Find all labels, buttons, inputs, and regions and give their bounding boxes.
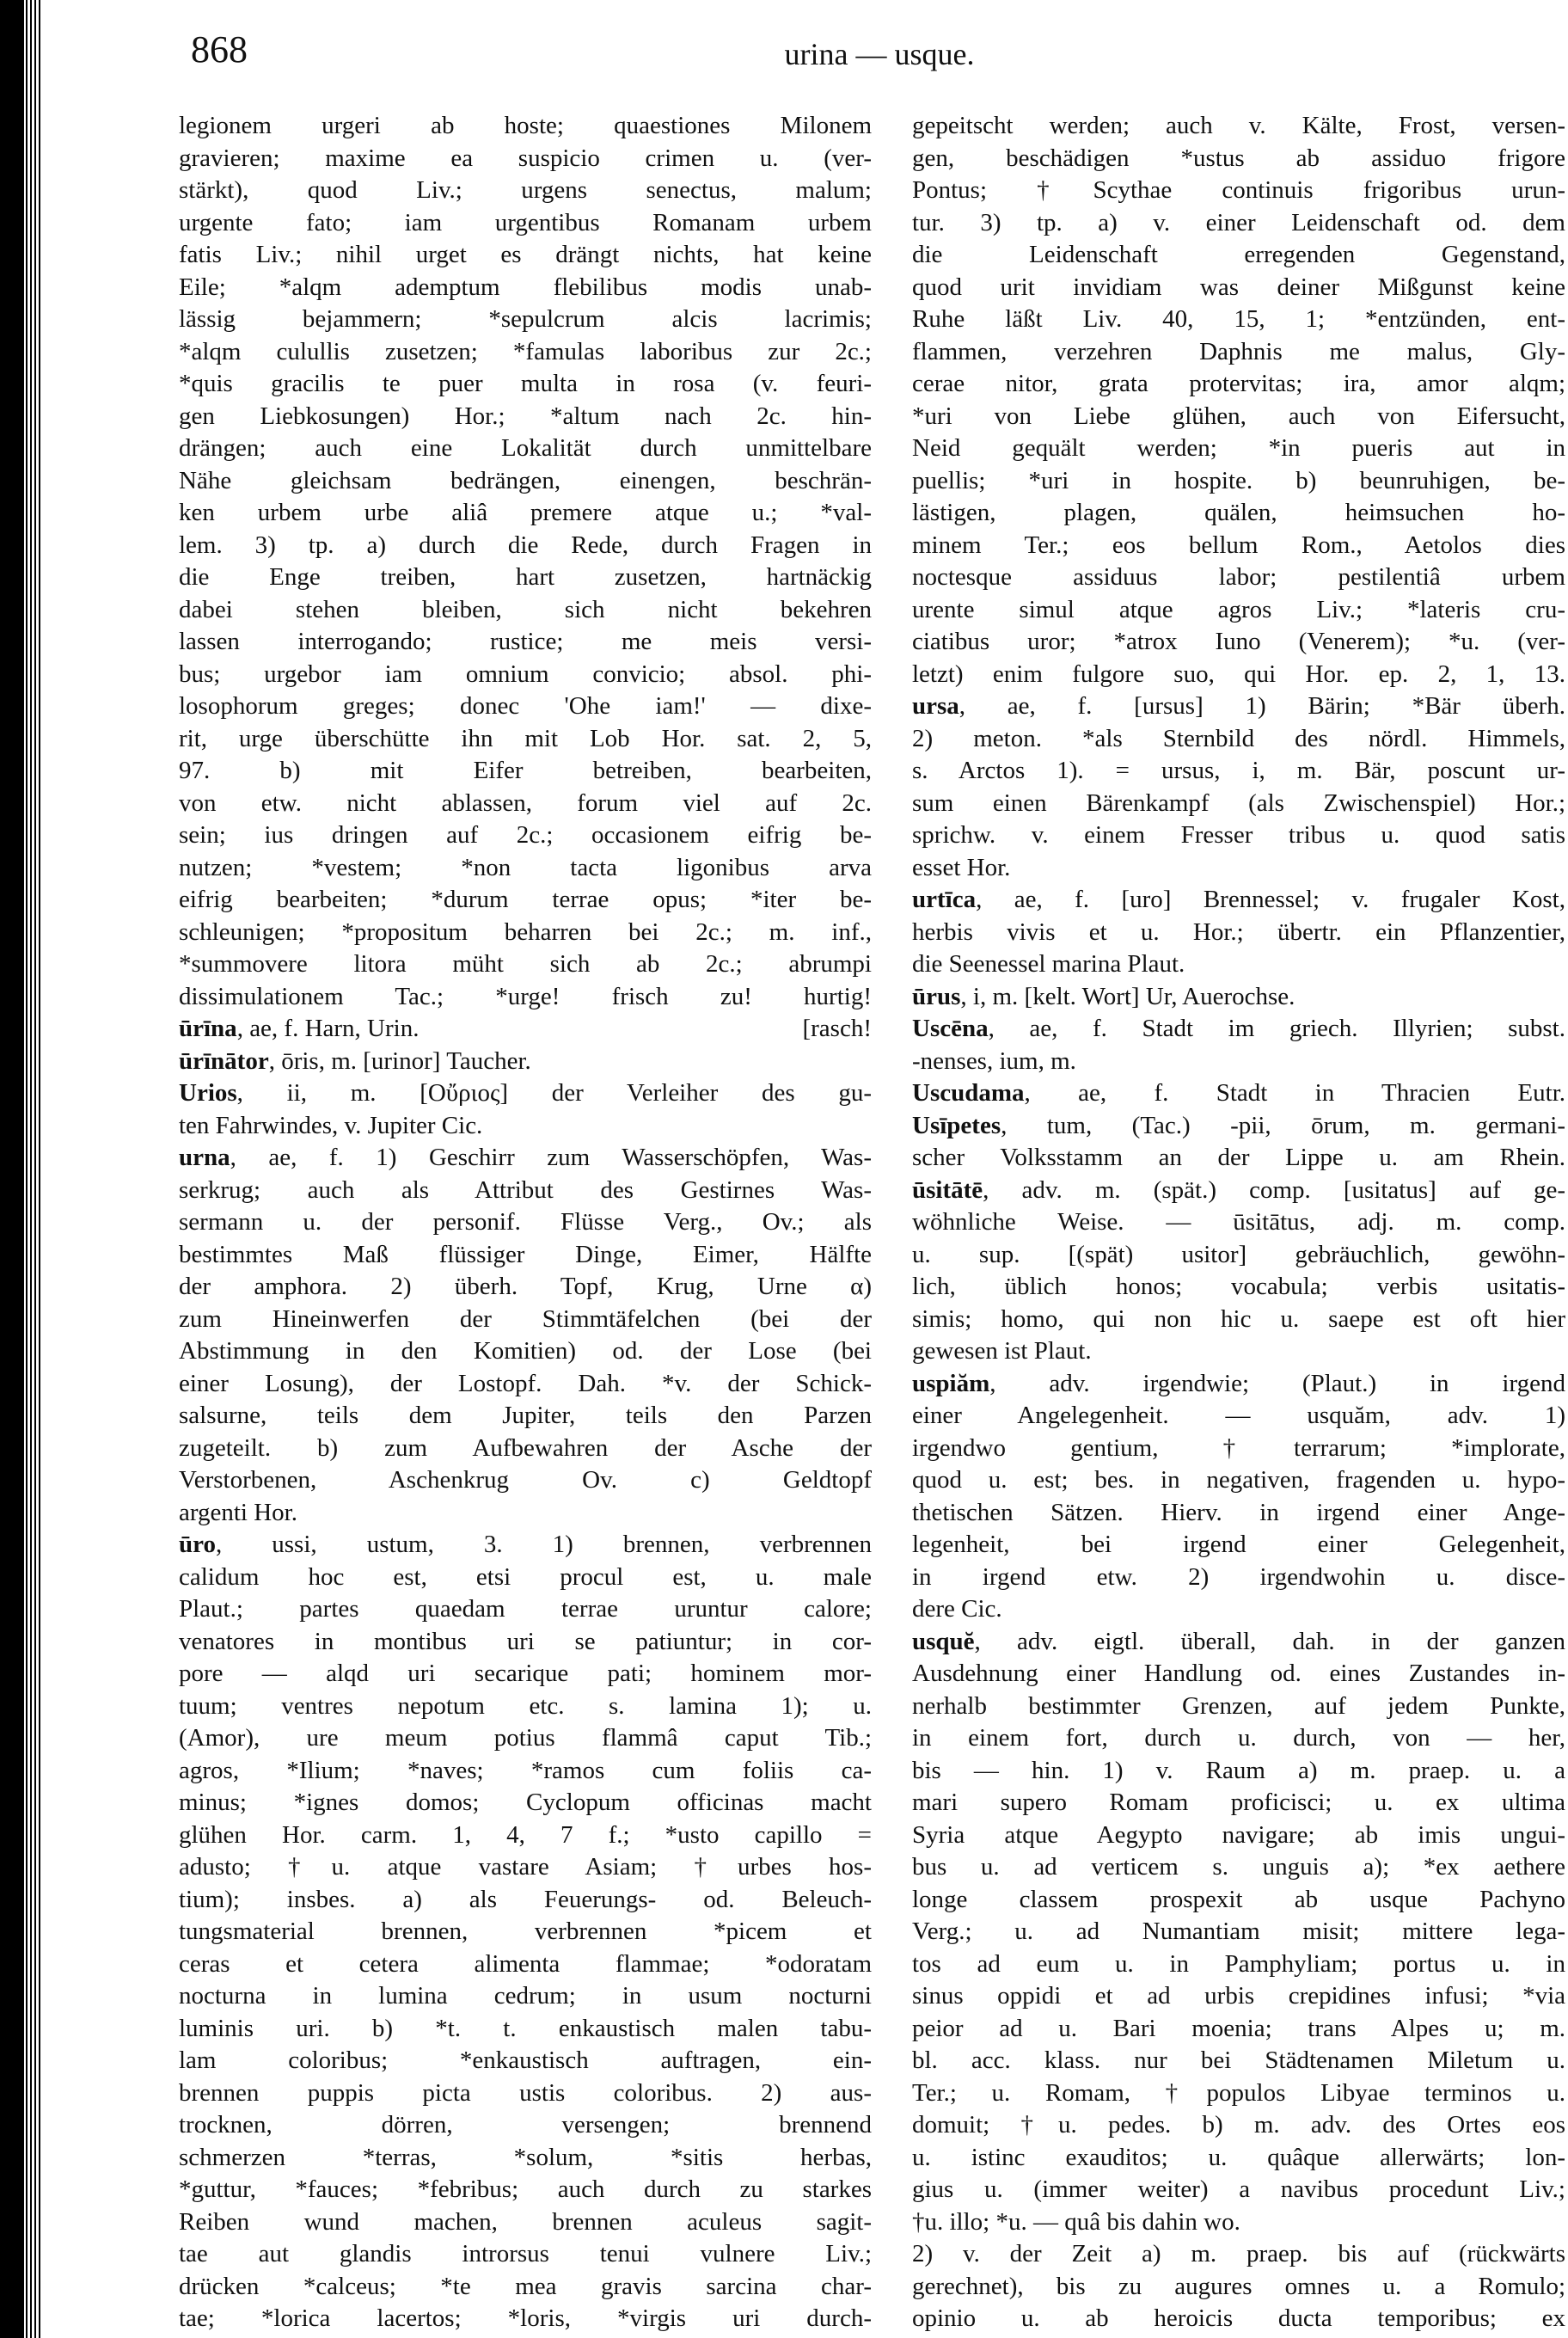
text-line: sein; ius dringen auf 2c.; occasionem eifrig be-	[179, 821, 872, 849]
text-line: agros, *Ilium; *naves; *ramos cum foliis ca-	[179, 1756, 872, 1784]
text-line: die Seenessel marina Plaut.	[912, 950, 1185, 978]
text-line: *summovere litora müht sich ab 2c.; abrumpi	[179, 950, 872, 978]
text-line: lam coloribus; *enkaustisch auftragen, ein-	[179, 2047, 872, 2074]
text-line: noctesque assiduus labor; pestilentiâ urbem	[912, 563, 1565, 591]
text-line: sprichw. v. einem Fresser tribus u. quod satis	[912, 821, 1565, 849]
text-line: calidum hoc est, etsi procul est, u. male	[179, 1562, 872, 1591]
entry-line	[912, 1013, 1565, 1046]
text-line: tuum; ventres nepotum etc. s. lamina 1); u.	[179, 1691, 872, 1720]
entry-line	[179, 1077, 872, 1110]
text-line: sermann u. der personif. Flüsse Verg., Ov.; als	[179, 1208, 872, 1236]
entry-line	[912, 1110, 1565, 1143]
entry-text: , adv. eigtl. überall, dah. in der ganzen	[974, 1627, 1565, 1655]
headword: usquĕ	[912, 1627, 975, 1655]
headword: ūrus	[912, 982, 961, 1010]
headword: Urios	[179, 1079, 237, 1107]
text-line: tae aut glandis introrsus tenui vulnere Liv.;	[179, 2240, 872, 2267]
entry-line	[179, 1013, 872, 1046]
headword: ūro	[179, 1531, 216, 1558]
text-line: gius u. (immer weiter) a navibus procedunt Liv.;	[912, 2175, 1565, 2203]
text-line: zugeteilt. b) zum Aufbewahren der Asche der	[179, 1433, 872, 1462]
line-tail: [rasch!	[802, 1015, 872, 1042]
headword: urna	[179, 1144, 230, 1171]
text-line: (Amor), ure meum potius flammâ caput Tib.;	[179, 1724, 872, 1752]
text-line: drängen; auch eine Lokalität durch unmittelbare	[179, 434, 872, 462]
text-line: s. Arctos 1). = ursus, i, m. Bär, poscunt ur-	[912, 757, 1565, 784]
text-line: †u. illo; *u. — quâ bis dahin wo.	[912, 2207, 1240, 2236]
text-line: *quis gracilis te puer multa in rosa (v. feuri-	[179, 370, 872, 397]
entry-line	[179, 1142, 872, 1175]
text-line: tos ad eum u. in Pamphyliam; portus u. in	[912, 1949, 1565, 1978]
entry-line	[912, 1368, 1565, 1401]
text-line: Eile; *alqm ademptum flebilibus modis unab-	[179, 273, 872, 301]
text-line: luminis uri. b) *t. t. enkaustisch malen tabu-	[179, 2014, 872, 2042]
text-line: serkrug; auch als Attribut des Gestirnes Was-	[179, 1175, 872, 1204]
text-line: cerae nitor, grata protervitas; ira, amor alqm;	[912, 370, 1565, 397]
text-line: gen Liebkosungen) Hor.; *altum nach 2c. hin-	[179, 402, 872, 430]
text-line: bis — hin. 1) v. Raum a) m. praep. u. a	[912, 1756, 1565, 1784]
headword: urtīca	[912, 886, 977, 913]
text-line: gerechnet), bis zu augures omnes u. a Romulo;	[912, 2272, 1565, 2300]
text-line: gewesen ist Plaut.	[912, 1337, 1092, 1365]
text-line: drücken *calceus; *te mea gravis sarcina char-	[179, 2272, 872, 2300]
headword: uspiăm	[912, 1369, 990, 1397]
text-line: herbis vivis et u. Hor.; übertr. ein Pflanzentier,	[912, 917, 1565, 946]
text-line: Syria atque Aegypto navigare; ab imis ungui-	[912, 1820, 1565, 1849]
text-line: *alqm culullis zusetzen; *famulas laboribus zur 2c.;	[179, 337, 872, 365]
left-column	[179, 110, 872, 2335]
text-line: dere Cic.	[912, 1595, 1002, 1623]
text-line: einer Angelegenheit. — usquăm, adv. 1)	[912, 1402, 1565, 1429]
text-line: ten Fahrwindes, v. Jupiter Cic.	[179, 1111, 483, 1139]
text-line: dissimulationem Tac.; *urge! frisch zu! hurtig!	[179, 982, 872, 1010]
running-head: urina — usque.	[784, 37, 975, 71]
headword: ūrīnātor	[179, 1046, 269, 1075]
text-line: bus; urgebor iam omnium convicio; absol. phi-	[179, 660, 872, 688]
text-line: sinus oppidi et ad urbis crepidines infusi; *via	[912, 1982, 1565, 2010]
text-line: bestimmtes Maß flüssiger Dinge, Eimer, Hälfte	[179, 1240, 872, 1268]
text-line: in einem fort, durch u. durch, von — her,	[912, 1724, 1565, 1752]
text-line: u. istinc exauditos; u. quâque allerwärts; lon-	[912, 2143, 1565, 2171]
text-line: in irgend etw. 2) irgendwohin u. disce-	[912, 1562, 1565, 1591]
text-line: minus; *ignes domos; Cyclopum officinas macht	[179, 1789, 872, 1816]
text-line: trocknen, dörren, versengen; brennend	[179, 2111, 872, 2139]
text-line: eifrig bearbeiten; *durum terrae opus; *iter be-	[179, 886, 872, 913]
text-line: die Leidenschaft erregenden Gegenstand,	[912, 241, 1565, 268]
page-number: 868	[191, 28, 248, 71]
headword: ūrīna	[179, 1015, 237, 1042]
text-line: von etw. nicht ablassen, forum viel auf 2c.	[179, 789, 872, 817]
text-line: opinio u. ab heroicis ducta temporibus; ex	[912, 2304, 1565, 2332]
text-line: stärkt), quod Liv.; urgens senectus, malum;	[179, 176, 872, 204]
text-line: simis; homo, qui non hic u. saepe est oft hier	[912, 1304, 1565, 1333]
entry-text: , ae, f. Stadt im griech. Illyrien; subst.	[988, 1015, 1565, 1042]
text-line: die Enge treiben, hart zusetzen, hartnäckig	[179, 563, 872, 591]
text-line: tium); insbes. a) als Feuerungs- od. Beleuch-	[179, 1885, 872, 1913]
text-line: legionem urgeri ab hoste; quaestiones Milonem	[179, 112, 872, 139]
text-line: Neid gequält werden; *in pueris aut in	[912, 434, 1565, 462]
text-line: quod u. est; bes. in negativen, fragenden u. hypo-	[912, 1466, 1565, 1494]
text-line: lästigen, plagen, quälen, heimsuchen ho-	[912, 499, 1565, 526]
text-line: quod urit invidiam was deiner Mißgunst keine	[912, 273, 1565, 301]
text-line: venatores in montibus uri se patiuntur; in cor-	[179, 1627, 872, 1655]
entry-text: , ussi, ustum, 3. 1) brennen, verbrennen	[215, 1531, 872, 1558]
text-line: brennen puppis picta ustis coloribus. 2) aus-	[179, 2078, 872, 2107]
text-line: scher Volksstamm an der Lippe u. am Rhein.	[912, 1144, 1565, 1171]
entry-text: , ōris, m. [urinor] Taucher.	[268, 1046, 531, 1075]
headword: ūsitātē	[912, 1175, 983, 1204]
text-line: Verstorbenen, Aschenkrug Ov. c) Geldtopf	[179, 1466, 872, 1494]
text-line: tae; *lorica lacertos; *loris, *virgis uri durch-	[179, 2304, 872, 2332]
text-line: mari supero Romam proficisci; u. ex ultima	[912, 1789, 1565, 1816]
right-column	[912, 110, 1565, 2335]
text-line: adusto; †u. atque vastare Asiam; †urbes hos-	[179, 1853, 872, 1881]
entry-line	[912, 1077, 1565, 1110]
text-line: argenti Hor.	[179, 1498, 297, 1526]
book-binding-edge	[0, 0, 24, 2338]
text-line: bl. acc. klass. nur bei Städtenamen Miletum u.	[912, 2047, 1565, 2074]
entry-text: , i, m. [kelt. Wort] Ur, Auerochse.	[960, 982, 1295, 1010]
text-line: sum einen Bärenkampf (als Zwischenspiel) Hor.;	[912, 789, 1565, 817]
text-line: dabei stehen bleiben, sich nicht bekehren	[179, 595, 872, 623]
text-line: legenheit, bei irgend einer Gelegenheit,	[912, 1531, 1565, 1558]
text-line: salsurne, teils dem Jupiter, teils den Parzen	[179, 1402, 872, 1429]
text-line: Abstimmung in den Komitien) od. der Lose (bei	[179, 1337, 872, 1365]
text-line: schleunigen; *propositum beharren bei 2c.; m. inf.,	[179, 917, 872, 946]
text-line: puellis; *uri in hospite. b) beunruhigen, be-	[912, 466, 1565, 494]
text-line: pore — alqd uri secarique pati; hominem mor-	[179, 1660, 872, 1687]
text-line: lem. 3) tp. a) durch die Rede, durch Fragen in	[179, 531, 872, 559]
text-line: tungsmaterial brennen, verbrennen *picem et	[179, 1918, 872, 1945]
text-line: einer Losung), der Lostopf. Dah. *v. der Schick-	[179, 1369, 872, 1397]
text-line: der amphora. 2) überh. Topf, Krug, Urne α)	[179, 1273, 872, 1300]
headword: Usīpetes	[912, 1111, 1001, 1139]
text-line: Verg.; u. ad Numantiam misit; mittere lega-	[912, 1918, 1565, 1945]
entry-line	[912, 884, 1565, 917]
entry-line	[912, 1175, 1565, 1207]
entry-line	[179, 1046, 872, 1078]
text-line: esset Hor.	[912, 853, 1011, 881]
entry-text: , ii, m. [Οὔριος] der Verleiher des gu-	[236, 1079, 872, 1107]
text-line: Nähe gleichsam bedrängen, einengen, beschrän-	[179, 466, 872, 494]
text-line: Pontus; †Scythae continuis frigoribus urun-	[912, 176, 1565, 204]
text-line: Reiben wund machen, brennen aculeus sagit-	[179, 2207, 872, 2236]
entry-text: , ae, f. [ursus] 1) Bärin; *Bär überh.	[959, 692, 1565, 720]
text-line: 97. b) mit Eifer betreiben, bearbeiten,	[179, 757, 872, 784]
entry-line	[912, 1626, 1565, 1659]
text-line: longe classem prospexit ab usque Pachyno	[912, 1885, 1565, 1913]
text-line: gen, beschädigen *ustus ab assiduo frigore	[912, 144, 1565, 172]
text-line: Ter.; u. Romam, †populos Libyae terminos u.	[912, 2078, 1565, 2107]
text-line: lässig bejammern; *sepulcrum alcis lacrimis;	[179, 305, 872, 333]
entry-text: , ae, f. 1) Geschirr zum Wasserschöpfen, Was-	[230, 1144, 872, 1171]
text-line: ceras et cetera alimenta flammae; *odoratam	[179, 1949, 872, 1978]
text-line: flammen, verzehren Daphnis me malus, Gly-	[912, 337, 1565, 365]
text-line: nutzen; *vestem; *non tacta ligonibus arva	[179, 853, 872, 881]
headword: Uscēna	[912, 1015, 989, 1042]
headword: ursa	[912, 692, 959, 720]
entry-line	[912, 690, 1565, 723]
text-line: glühen Hor. carm. 1, 4, 7 f.; *usto capillo =	[179, 1820, 872, 1849]
text-line: letzt) enim fulgore suo, qui Hor. ep. 2, 1, 13.	[912, 660, 1565, 688]
entry-text: , adv. irgendwie; (Plaut.) in irgend	[989, 1369, 1565, 1397]
text-line: nocturna in lumina cedrum; in usum nocturni	[179, 1982, 872, 2010]
text-line: wöhnliche Weise. — ūsitātus, adj. m. comp.	[912, 1208, 1565, 1236]
text-line: schmerzen *terras, *solum, *sitis herbas,	[179, 2143, 872, 2171]
text-line: losophorum greges; donec 'Ohe iam!' — dixe-	[179, 692, 872, 720]
text-line: tur. 3) tp. a) v. einer Leidenschaft od. dem	[912, 208, 1565, 236]
headword: Uscudama	[912, 1079, 1025, 1107]
text-line: *guttur, *fauces; *febribus; auch durch zu starkes	[179, 2175, 872, 2203]
text-line: 2) v. der Zeit a) m. praep. bis auf (rückwärts	[912, 2240, 1565, 2267]
text-line: urente simul atque agros Liv.; *lateris cru-	[912, 595, 1565, 623]
text-line: zum Hineinwerfen der Stimmtäfelchen (bei der	[179, 1304, 872, 1333]
text-line: bus u. ad verticem s. unguis a); *ex aethere	[912, 1853, 1565, 1881]
entry-text: , tum, (Tac.) -pii, ōrum, m. germani-	[1001, 1111, 1565, 1139]
entry-line	[912, 981, 1565, 1014]
text-line: 2) meton. *als Sternbild des nördl. Himmels,	[912, 724, 1565, 752]
book-binding-edge-stripes	[26, 0, 41, 2338]
text-line: *uri von Liebe glühen, auch von Eifersucht,	[912, 402, 1565, 430]
text-line: ken urbem urbe aliâ premere atque u.; *val-	[179, 499, 872, 526]
text-line: u. sup. [(spät) usitor] gebräuchlich, gewöhn-	[912, 1240, 1565, 1268]
text-line: domuit; †u. pedes. b) m. adv. des Ortes eos	[912, 2111, 1565, 2139]
text-line: urgente fato; iam urgentibus Romanam urbem	[179, 208, 872, 236]
text-line: Ruhe läßt Liv. 40, 15, 1; *entzünden, ent-	[912, 305, 1565, 333]
entry-text: , ae, f. [uro] Brennessel; v. frugaler Kost,	[976, 886, 1565, 913]
text-line: rit, urge überschütte ihn mit Lob Hor. sat. 2, 5,	[179, 724, 872, 752]
text-line: irgendwo gentium, †terrarum; *implorate,	[912, 1433, 1565, 1462]
text-line: Ausdehnung einer Handlung od. eines Zustandes in-	[912, 1660, 1565, 1687]
entry-text: , adv. m. (spät.) comp. [usitatus] auf ge-	[983, 1175, 1565, 1204]
text-line: thetischen Sätzen. Hierv. in irgend einer Ange-	[912, 1498, 1565, 1526]
text-line: lassen interrogando; rustice; me meis versi-	[179, 628, 872, 655]
text-line: fatis Liv.; nihil urget es drängt nichts, hat keine	[179, 241, 872, 268]
entry-line	[179, 1529, 872, 1562]
text-line: ciatibus uror; *atrox Iuno (Venerem); *u. (ver-	[912, 628, 1565, 655]
text-line: gepeitscht werden; auch v. Kälte, Frost, versen-	[912, 112, 1565, 139]
text-line: -nenses, ium, m.	[912, 1046, 1076, 1075]
text-line: minem Ter.; eos bellum Rom., Aetolos dies	[912, 531, 1565, 559]
entry-text: , ae, f. Stadt in Thracien Eutr.	[1024, 1079, 1565, 1107]
text-line: gravieren; maxime ea suspicio crimen u. (ver-	[179, 144, 872, 172]
text-line: lich, üblich honos; vocabula; verbis usitatis-	[912, 1273, 1565, 1300]
entry-text: , ae, f. Harn, Urin.	[236, 1015, 420, 1042]
text-line: nerhalb bestimmter Grenzen, auf jedem Punkte,	[912, 1691, 1565, 1720]
text-line: Plaut.; partes quaedam terrae uruntur calore;	[179, 1595, 872, 1623]
text-line: peior ad u. Bari moenia; trans Alpes u; m.	[912, 2014, 1565, 2042]
